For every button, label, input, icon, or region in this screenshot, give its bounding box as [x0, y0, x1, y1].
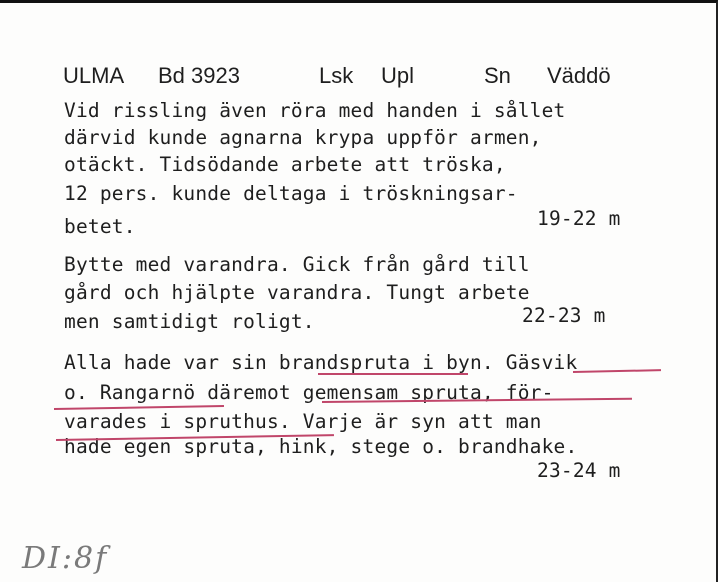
text-line: därvid kunde agnarna krypa uppför armen,: [64, 126, 542, 149]
socken-label: Sn: [484, 63, 511, 88]
page-reference: 23-24 m: [537, 459, 621, 482]
socken-value: Väddö: [547, 63, 611, 88]
text-line: Alla hade var sin brandspruta i byn. Gäsvik: [64, 351, 578, 374]
card-header: [63, 63, 663, 97]
text-line: varades i spruthus. Varje är syn att man: [64, 410, 542, 433]
volume-number: Bd 3923: [158, 63, 240, 88]
text-line: 12 pers. kunde deltaga i tröskningsar-: [64, 182, 518, 205]
text-line: men samtidigt roligt.: [64, 310, 315, 333]
text-line: Bytte med varandra. Gick från gård till: [64, 253, 530, 276]
text-line: gård och hjälpte varandra. Tungt arbete: [64, 281, 530, 304]
pen-underline: [318, 373, 468, 375]
archive-name: ULMA: [63, 63, 125, 88]
text-line: otäckt. Tidsödande arbete att tröska,: [64, 153, 506, 176]
landskap-value: Upl: [381, 63, 415, 88]
text-line: Vid rissling även röra med handen i sållet: [64, 99, 566, 122]
text-line: betet.: [64, 215, 136, 238]
text-line: o. Rangarnö däremot gemensam spruta, för-: [64, 381, 554, 404]
text-line: hade egen spruta, hink, stege o. brandhake.: [64, 435, 578, 458]
page-reference: 22-23 m: [522, 304, 606, 327]
page-reference: 19-22 m: [537, 207, 621, 230]
pen-underline: [573, 369, 661, 373]
handwritten-mark: DI:8f: [22, 541, 109, 576]
landskap-label: Lsk: [319, 63, 354, 88]
